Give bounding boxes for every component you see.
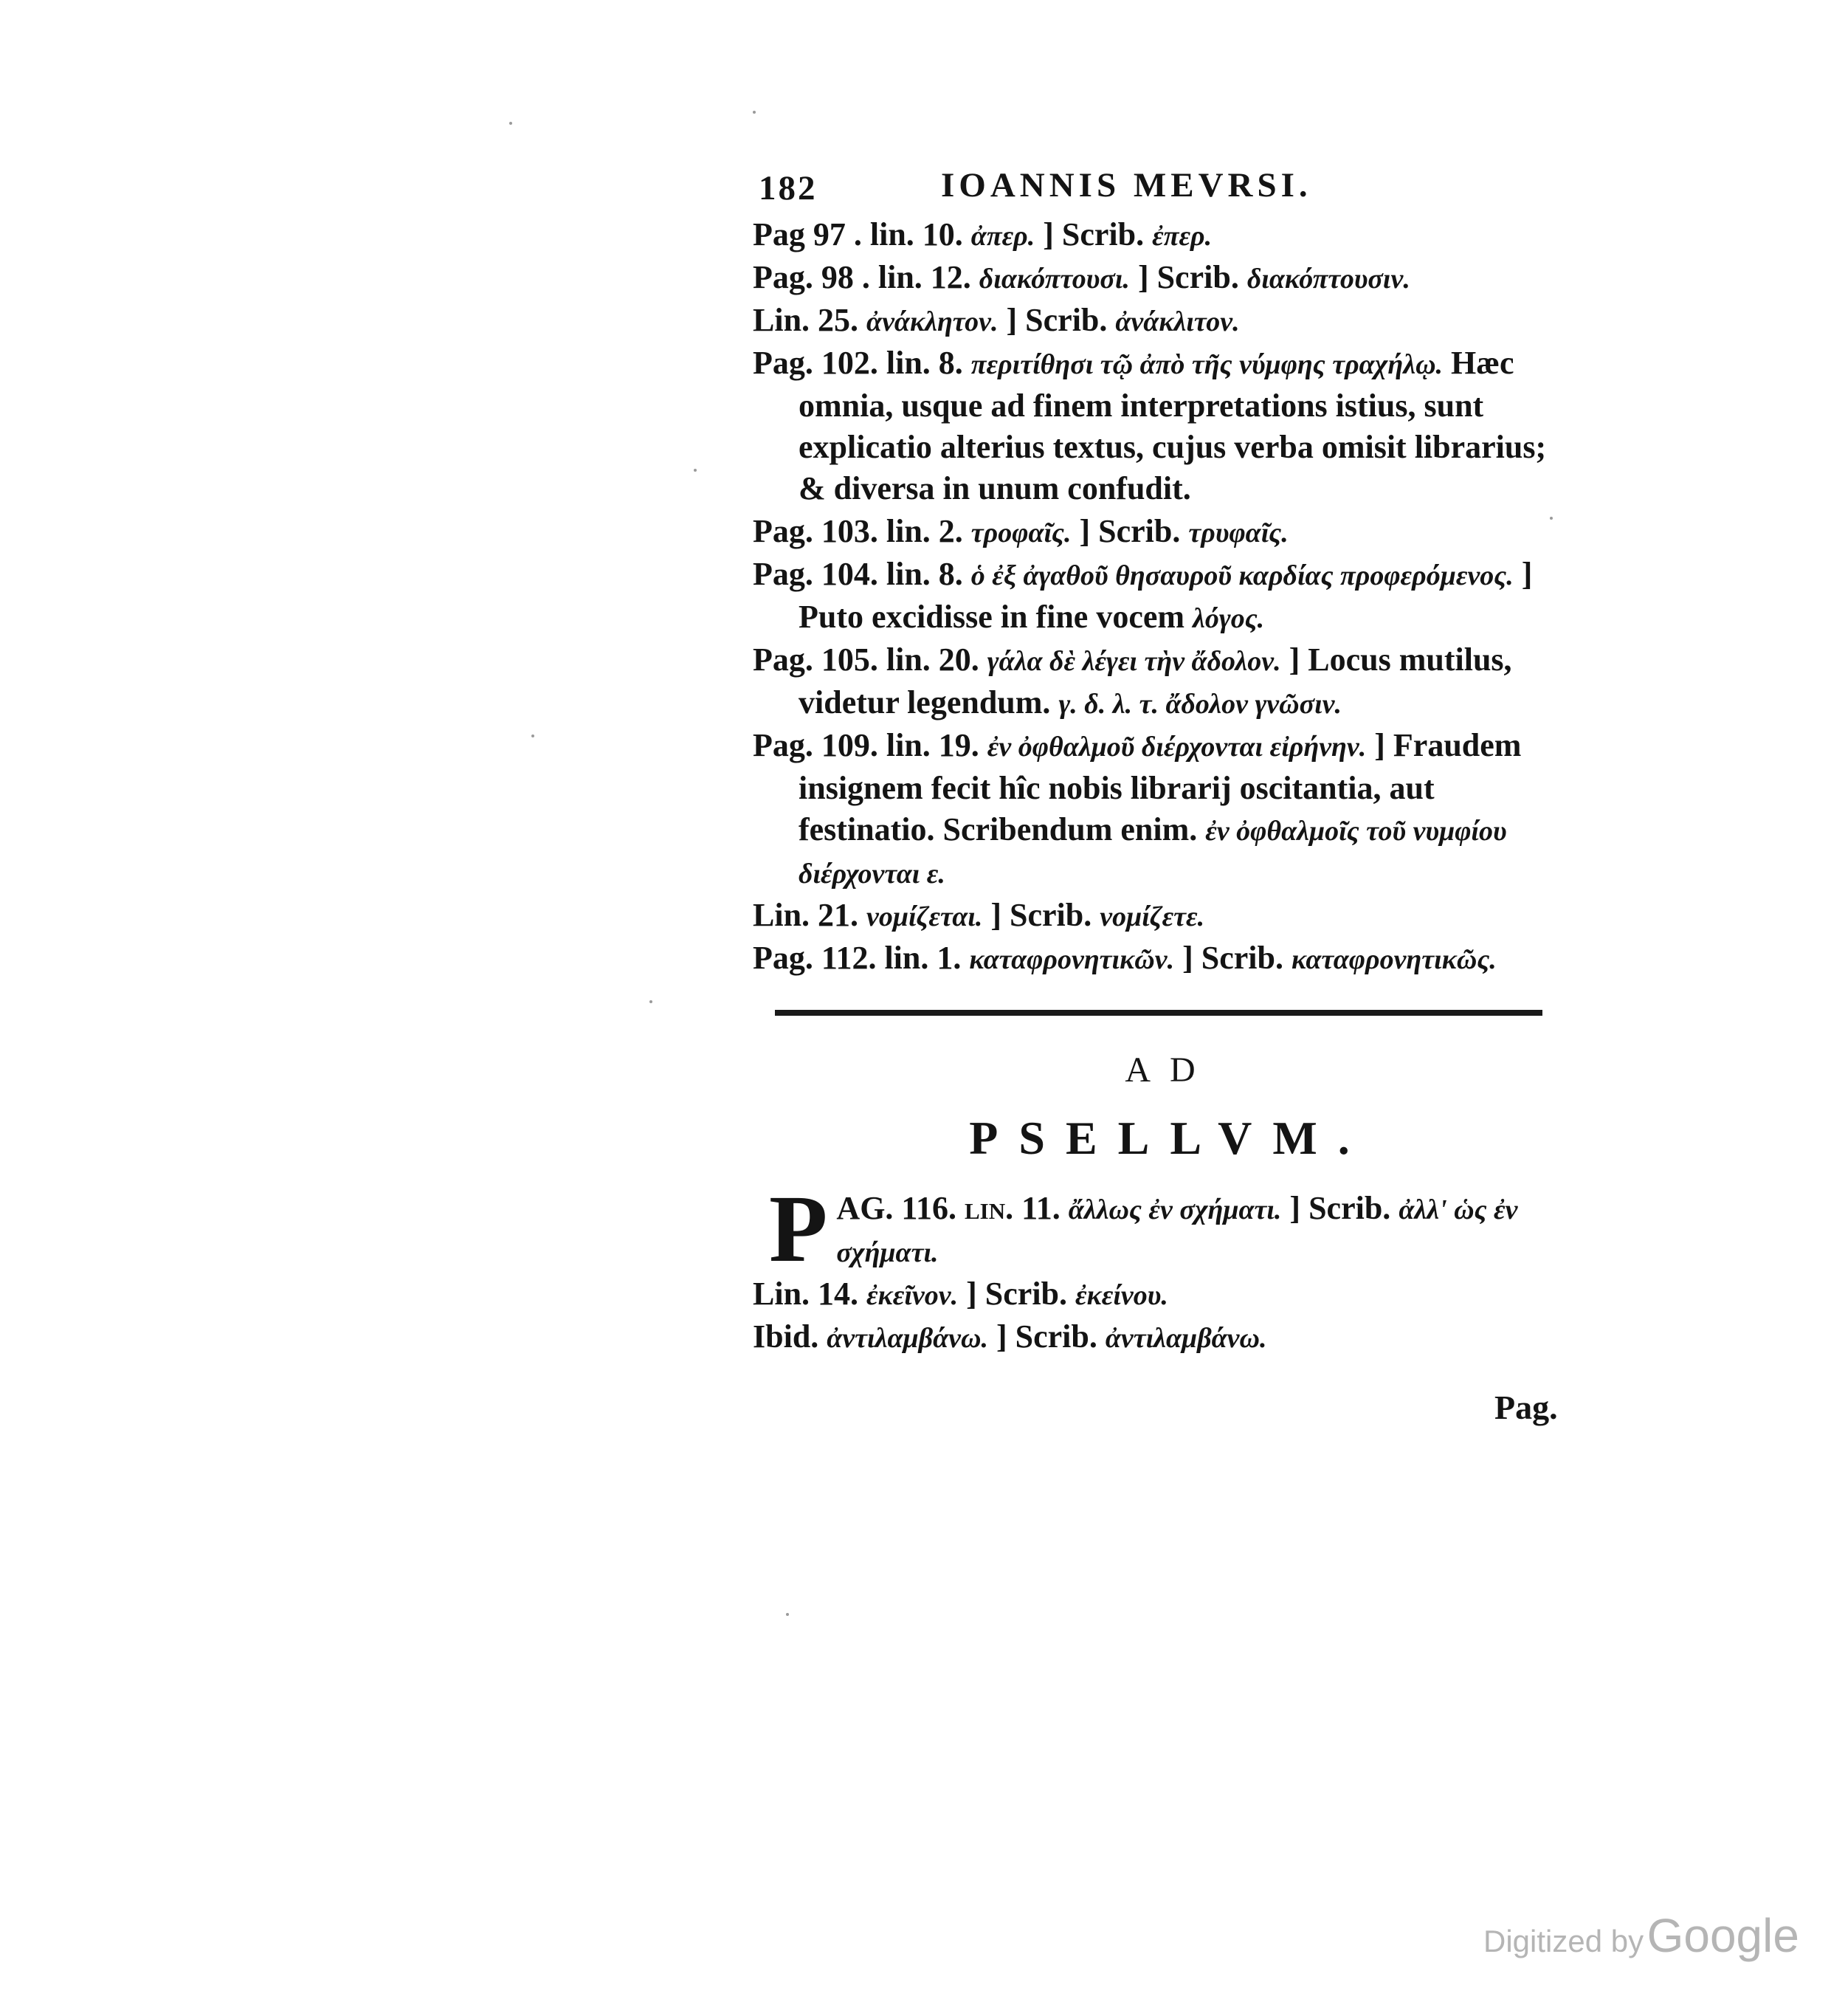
entry-greek-correction: γ. δ. λ. τ. ἄδολον γνῶσιν. [1058, 689, 1342, 720]
entry-reference: Pag. 98 . lin. 12. [753, 259, 971, 295]
entry-greek-correction: ἀνάκλιτον. [1115, 306, 1240, 337]
entry-reference: Pag. 112. lin. 1. [753, 940, 962, 976]
watermark-brand-logo: Google [1646, 1909, 1799, 1962]
errata-entry [753, 511, 1565, 554]
entry-note: ] Scrib. [958, 1276, 1068, 1312]
entry-note: ] Scrib. [1174, 940, 1283, 976]
page-content [753, 162, 1565, 1426]
entry-note: ] Scrib. [1281, 1190, 1391, 1226]
entry-reference: Pag. 105. lin. 20. [753, 641, 979, 678]
entry-reference: Pag. 102. lin. 8. [753, 345, 963, 381]
page-number: 182 [759, 169, 818, 207]
errata-list [753, 214, 1565, 980]
errata-entry-with-dropcap [753, 1176, 1565, 1282]
entry-reference: Pag. 104. lin. 8. [753, 556, 963, 592]
entry-reference: AG. 116. lin. 11. [836, 1190, 1061, 1226]
entry-greek-original: ὁ ἐξ ἀγαθοῦ θησαυροῦ καρδίας προφερόμενος. [970, 560, 1514, 591]
entry-note: ] Scrib. [1071, 513, 1181, 549]
entry-reference: Pag. 103. lin. 2. [753, 513, 963, 549]
errata-entry [753, 639, 1565, 725]
entry-note: ] Locus mutilus, videtur legendum. [799, 641, 1512, 720]
catchword: Pag. [1494, 1389, 1558, 1426]
section-divider-rule [775, 1010, 1542, 1016]
entry-greek-original: ἐκεῖνον. [866, 1280, 959, 1311]
entry-greek-original: ἄλλως ἐν σχήματι. [1068, 1194, 1282, 1225]
entry-note: ] Scrib. [987, 1318, 1097, 1355]
running-head [753, 162, 1565, 214]
errata-entry [753, 214, 1565, 257]
entry-greek-original: διακόπτουσι. [979, 264, 1130, 295]
entry-note: ] Scrib. [1035, 216, 1145, 252]
entry-reference: Pag. 109. lin. 19. [753, 727, 979, 763]
section-heading: PSELLVM. [969, 1112, 1370, 1164]
entry-greek-original: ἀντιλαμβάνω. [827, 1323, 988, 1354]
section-heading-prefix: AD [1125, 1050, 1215, 1090]
scan-speck [694, 469, 697, 472]
entry-reference: Lin. 21. [753, 897, 859, 933]
errata-entry [753, 257, 1565, 300]
running-title: IOANNIS MEVRSI. [941, 166, 1312, 204]
drop-cap: P [769, 1176, 828, 1282]
entry-greek-original: περιτίθησι τῷ ἀπὸ τῆς νύμφης τραχήλῳ. [970, 349, 1444, 380]
entry-note: ] Scrib. [998, 302, 1108, 338]
entry-greek-original: νομίζεται. [866, 901, 983, 932]
errata-entry [753, 1316, 1565, 1359]
errata-entry [753, 895, 1565, 938]
entry-greek-correction: ἐκείνου. [1075, 1280, 1168, 1311]
entry-note: ] Fraudem insignem fecit hîc nobis librarij oscitantia, aut festinatio. Scribendum enim. [799, 727, 1522, 847]
entry-greek-original: ἐν ὀφθαλμοῦ διέρχονται εἰρήνην. [987, 732, 1367, 763]
errata-entry [753, 300, 1565, 343]
entry-greek-correction: διακόπτουσιν. [1246, 264, 1410, 295]
entry-greek-original: τροφαῖς. [970, 517, 1072, 548]
entry-greek-correction: ἀλλ' ὡς ἐν σχήματι. [836, 1194, 1518, 1268]
entry-greek-original: γάλα δὲ λέγει τὴν ἄδολον. [987, 646, 1281, 677]
entry-note: ] Scrib. [1129, 259, 1239, 295]
errata-entry [753, 554, 1565, 639]
entry-greek-original: ἀπερ. [970, 221, 1035, 252]
digitized-watermark [1483, 1908, 1799, 1963]
psellus-errata-list [753, 1176, 1565, 1426]
watermark-prefix: Digitized by [1483, 1924, 1644, 1958]
scan-speck [509, 122, 512, 125]
entry-reference: Pag 97 . lin. 10. [753, 216, 963, 252]
entry-reference: Lin. 14. [753, 1276, 859, 1312]
entry-greek-correction: λόγος. [1193, 603, 1265, 634]
entry-greek-correction: νομίζετε. [1100, 901, 1205, 932]
errata-entry [753, 725, 1565, 895]
errata-entry [753, 1273, 1565, 1316]
entry-greek-original: καταφρονητικῶν. [969, 944, 1175, 975]
entry-note: Hæc omnia, usque ad finem interpretations istius, sunt explicatio alterius textus, cujus verba omisit librarius; & diversa in unum confudit. [799, 345, 1547, 506]
entry-note: ] Scrib. [982, 897, 1092, 933]
errata-entry [753, 938, 1565, 980]
scan-speck [531, 735, 534, 737]
entry-greek-correction: ἀντιλαμβάνω. [1105, 1323, 1267, 1354]
errata-entry [753, 343, 1565, 511]
entry-greek-original: ἀνάκλητον. [866, 306, 999, 337]
entry-greek-correction: καταφρονητικῶς. [1291, 944, 1497, 975]
entry-greek-correction: ἐν ὀφθαλμοῖς τοῦ νυμφίου διέρχονται ε. [799, 816, 1507, 890]
entry-greek-correction: ἐπερ. [1152, 221, 1213, 252]
entry-greek-correction: τρυφαῖς. [1188, 517, 1289, 548]
scan-speck [786, 1613, 789, 1616]
entry-note: ] Puto excidisse in fine vocem [799, 556, 1533, 635]
scan-speck [753, 111, 756, 114]
entry-reference: Lin. 25. [753, 302, 859, 338]
scan-speck [649, 1000, 652, 1003]
entry-reference: Ibid. [753, 1318, 819, 1355]
